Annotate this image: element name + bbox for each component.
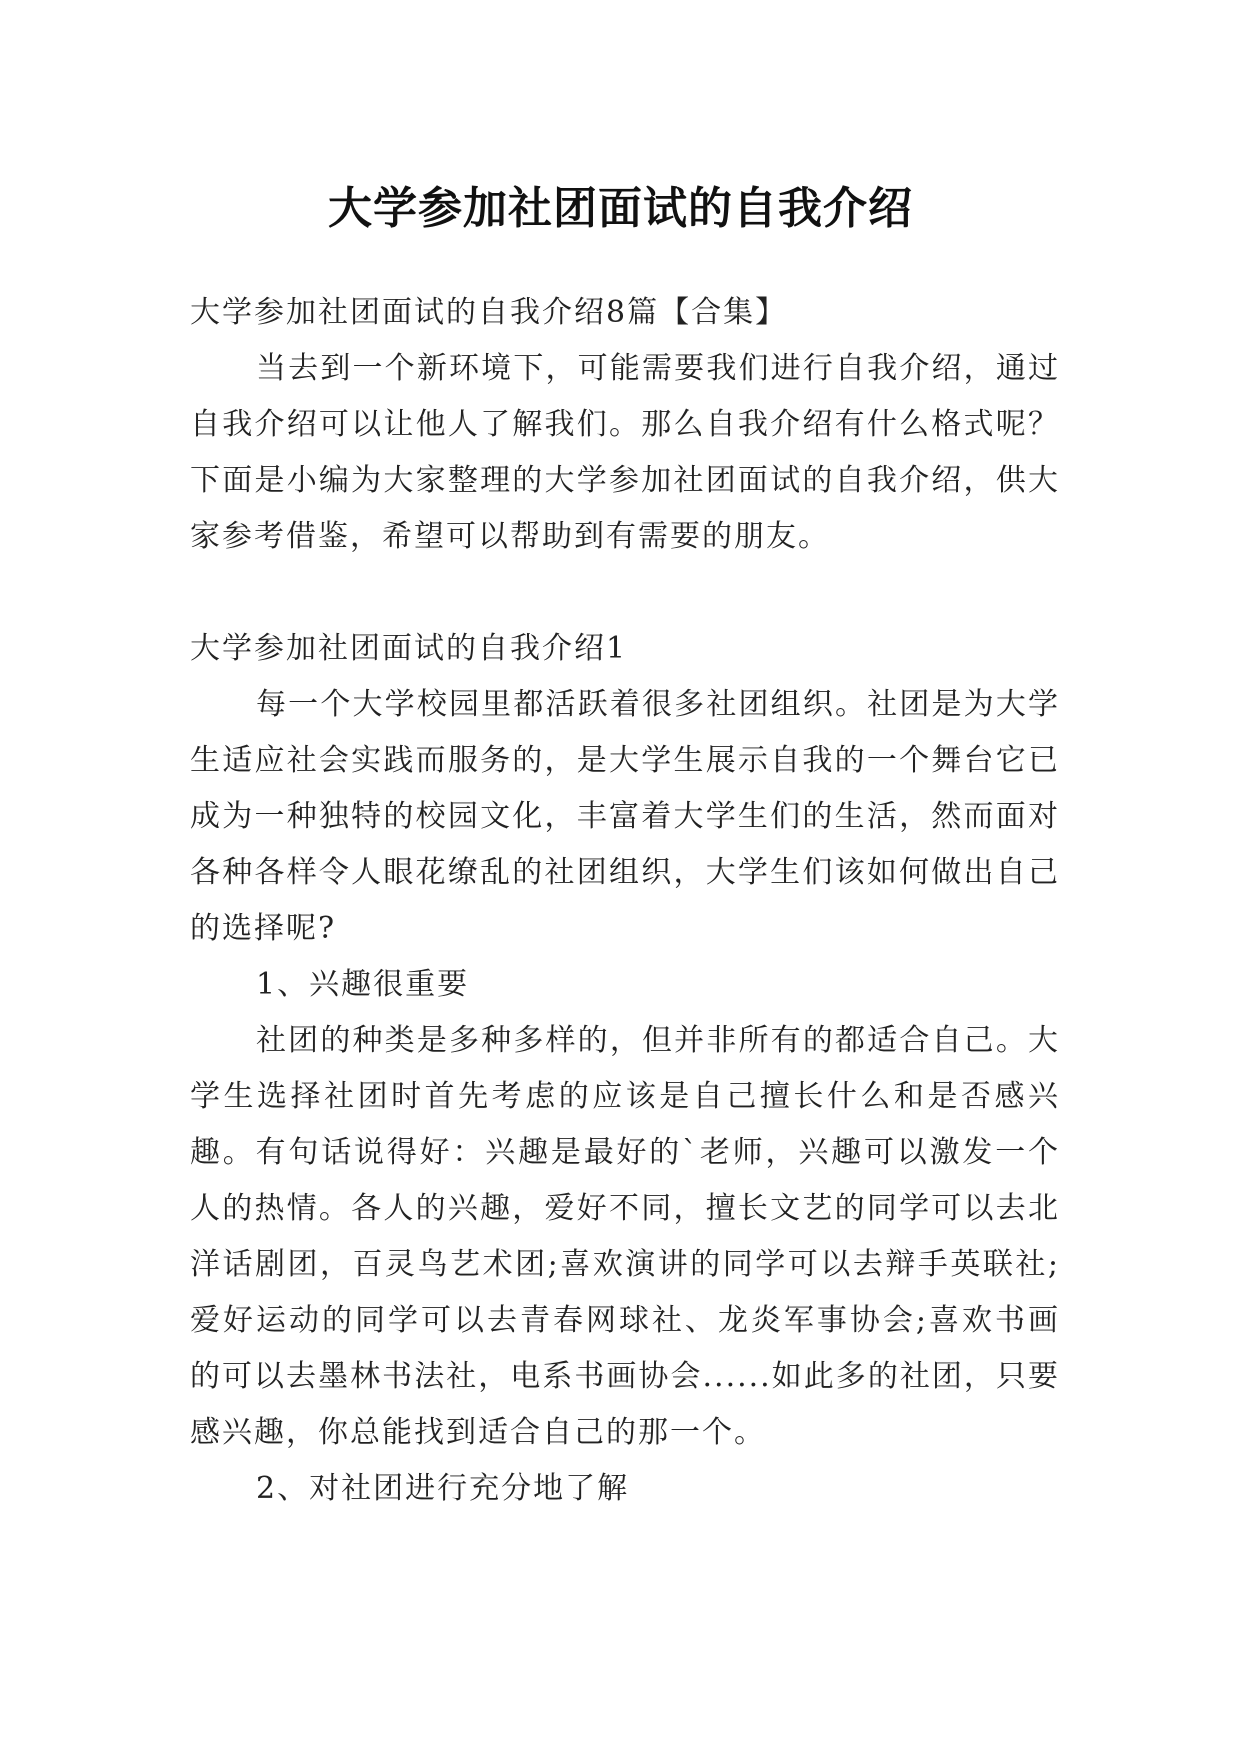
- document-subtitle: 大学参加社团面试的自我介绍8篇【合集】: [190, 295, 788, 330]
- body-paragraph: 社团的种类是多种多样的，但并非所有的都适合自己。大学生选择社团时首先考虑的应该是自己擅长什么和是否感兴趣。有句话说得好：兴趣是最好的`老师，兴趣可以激发一个人的热情。各人的兴趣，爱好不同，擅长文艺的同学可以去北洋话剧团，百灵鸟艺术团;喜欢演讲的同学可以去辩手英联社;爱好运动的同学可以去青春网球社、龙炎军事协会;喜欢书画的可以去墨林书法社，电系书画协会......如此多的社团，只要感兴趣，你总能找到适合自己的那一个。: [190, 1023, 1060, 1450]
- body-paragraph: 每一个大学校园里都活跃着很多社团组织。社团是为大学生适应社会实践而服务的，是大学生展示自我的一个舞台它已成为一种独特的校园文化，丰富着大学生们的生活，然而面对各种各样令人眼花缭乱的社团组织，大学生们该如何做出自己的选择呢?: [190, 687, 1060, 946]
- document-title: 大学参加社团面试的自我介绍: [328, 183, 913, 235]
- intro-paragraph: 当去到一个新环境下，可能需要我们进行自我介绍，通过自我介绍可以让他人了解我们。那么自我介绍有什么格式呢？下面是小编为大家整理的大学参加社团面试的自我介绍，供大家参考借鉴，希望可以帮助到有需要的朋友。: [190, 351, 1060, 554]
- section-heading: 大学参加社团面试的自我介绍1: [190, 631, 628, 666]
- document-body: [190, 285, 1060, 1517]
- point-heading: 2、对社团进行充分地了解: [256, 1471, 630, 1506]
- point-heading: 1、兴趣很重要: [256, 967, 470, 1002]
